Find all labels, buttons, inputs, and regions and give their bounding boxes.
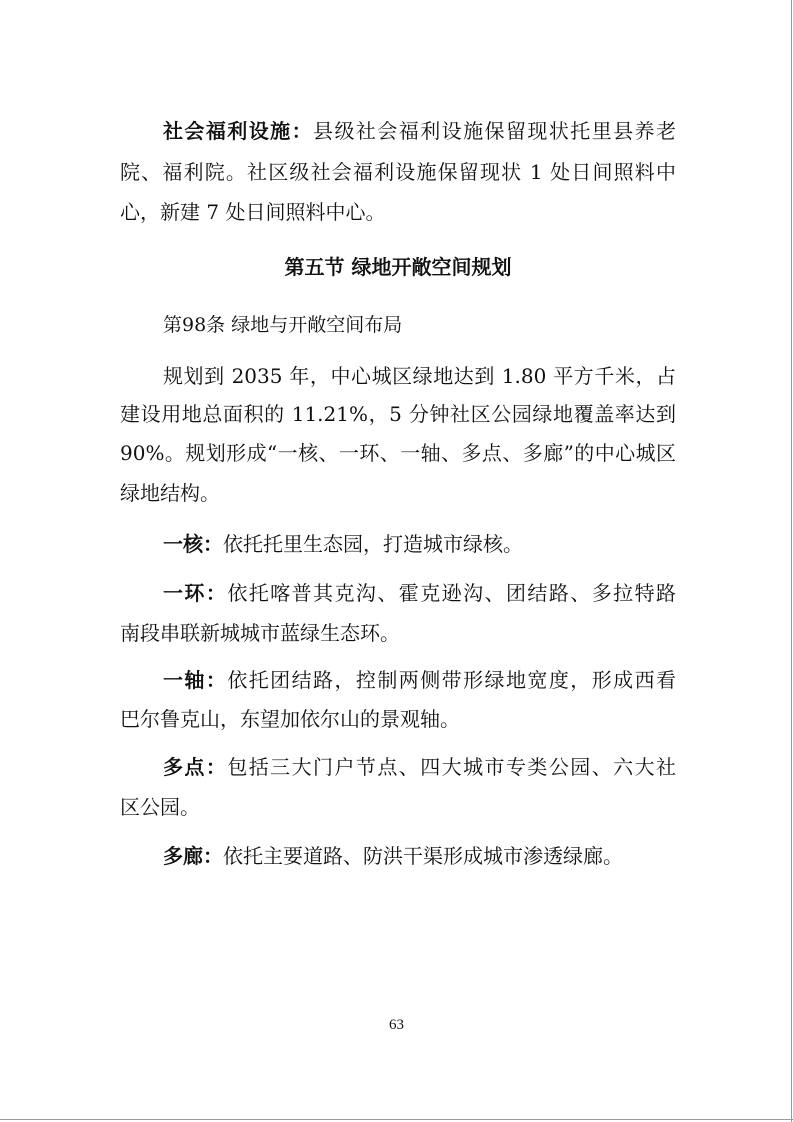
points-text-1: 包括三大门户节点、四大城市专类公园、六大社 [227, 755, 676, 779]
points-term: 多点： [163, 755, 228, 779]
welfare-paragraph-line-3: 心，新建 7 处日间照料中心。 [120, 200, 386, 224]
intro-paragraph-line-3: 90%。规划形成“一核、一环、一轴、多点、多廊”的中心城区 [120, 441, 676, 465]
page-number: 63 [389, 1017, 404, 1033]
corridors-term: 多廊： [163, 844, 223, 868]
welfare-term: 社会福利设施： [163, 119, 314, 143]
welfare-paragraph-line-2: 院、福利院。社区级社会福利设施保留现状 1 处日间照料中 [120, 160, 676, 184]
welfare-paragraph-line-1 [163, 117, 676, 145]
core-term: 一核： [163, 532, 223, 556]
intro-paragraph-line-2: 建设用地总面积的 11.21%，5 分钟社区公园绿地覆盖率达到 [120, 402, 676, 426]
intro-paragraph-line-1: 规划到 2035 年，中心城区绿地达到 1.80 平方千米，占 [163, 364, 676, 388]
ring-paragraph-line-2: 南段串联新城城市蓝绿生态环。 [120, 621, 400, 645]
ring-text-1: 依托喀普其克沟、霍克逊沟、团结路、多拉特路 [227, 581, 676, 605]
core-text-1: 依托托里生态园，打造城市绿核。 [223, 532, 523, 556]
axis-paragraph-line-2: 巴尔鲁克山，东望加依尔山的景观轴。 [120, 707, 460, 731]
page-border-right [791, 0, 792, 1122]
points-paragraph-line-2: 区公园。 [120, 795, 200, 819]
article-title: 第98条 绿地与开敞空间布局 [163, 314, 403, 336]
corridors-paragraph-line-1 [163, 842, 676, 870]
axis-paragraph-line-1 [163, 666, 676, 694]
section-heading: 第五节 绿地开敞空间规划 [284, 255, 512, 279]
welfare-text-1: 县级社会福利设施保留现状托里县养老 [313, 119, 676, 143]
corridors-text-1: 依托主要道路、防洪干渠形成城市渗透绿廊。 [223, 844, 623, 868]
axis-text-1: 依托团结路，控制两侧带形绿地宽度，形成西看 [227, 668, 676, 692]
intro-paragraph-line-4: 绿地结构。 [120, 481, 220, 505]
axis-term: 一轴： [163, 668, 228, 692]
page-border-bottom [0, 1119, 793, 1120]
ring-term: 一环： [163, 581, 228, 605]
ring-paragraph-line-1 [163, 579, 676, 607]
points-paragraph-line-1 [163, 753, 676, 781]
core-paragraph-line-1 [163, 530, 676, 558]
